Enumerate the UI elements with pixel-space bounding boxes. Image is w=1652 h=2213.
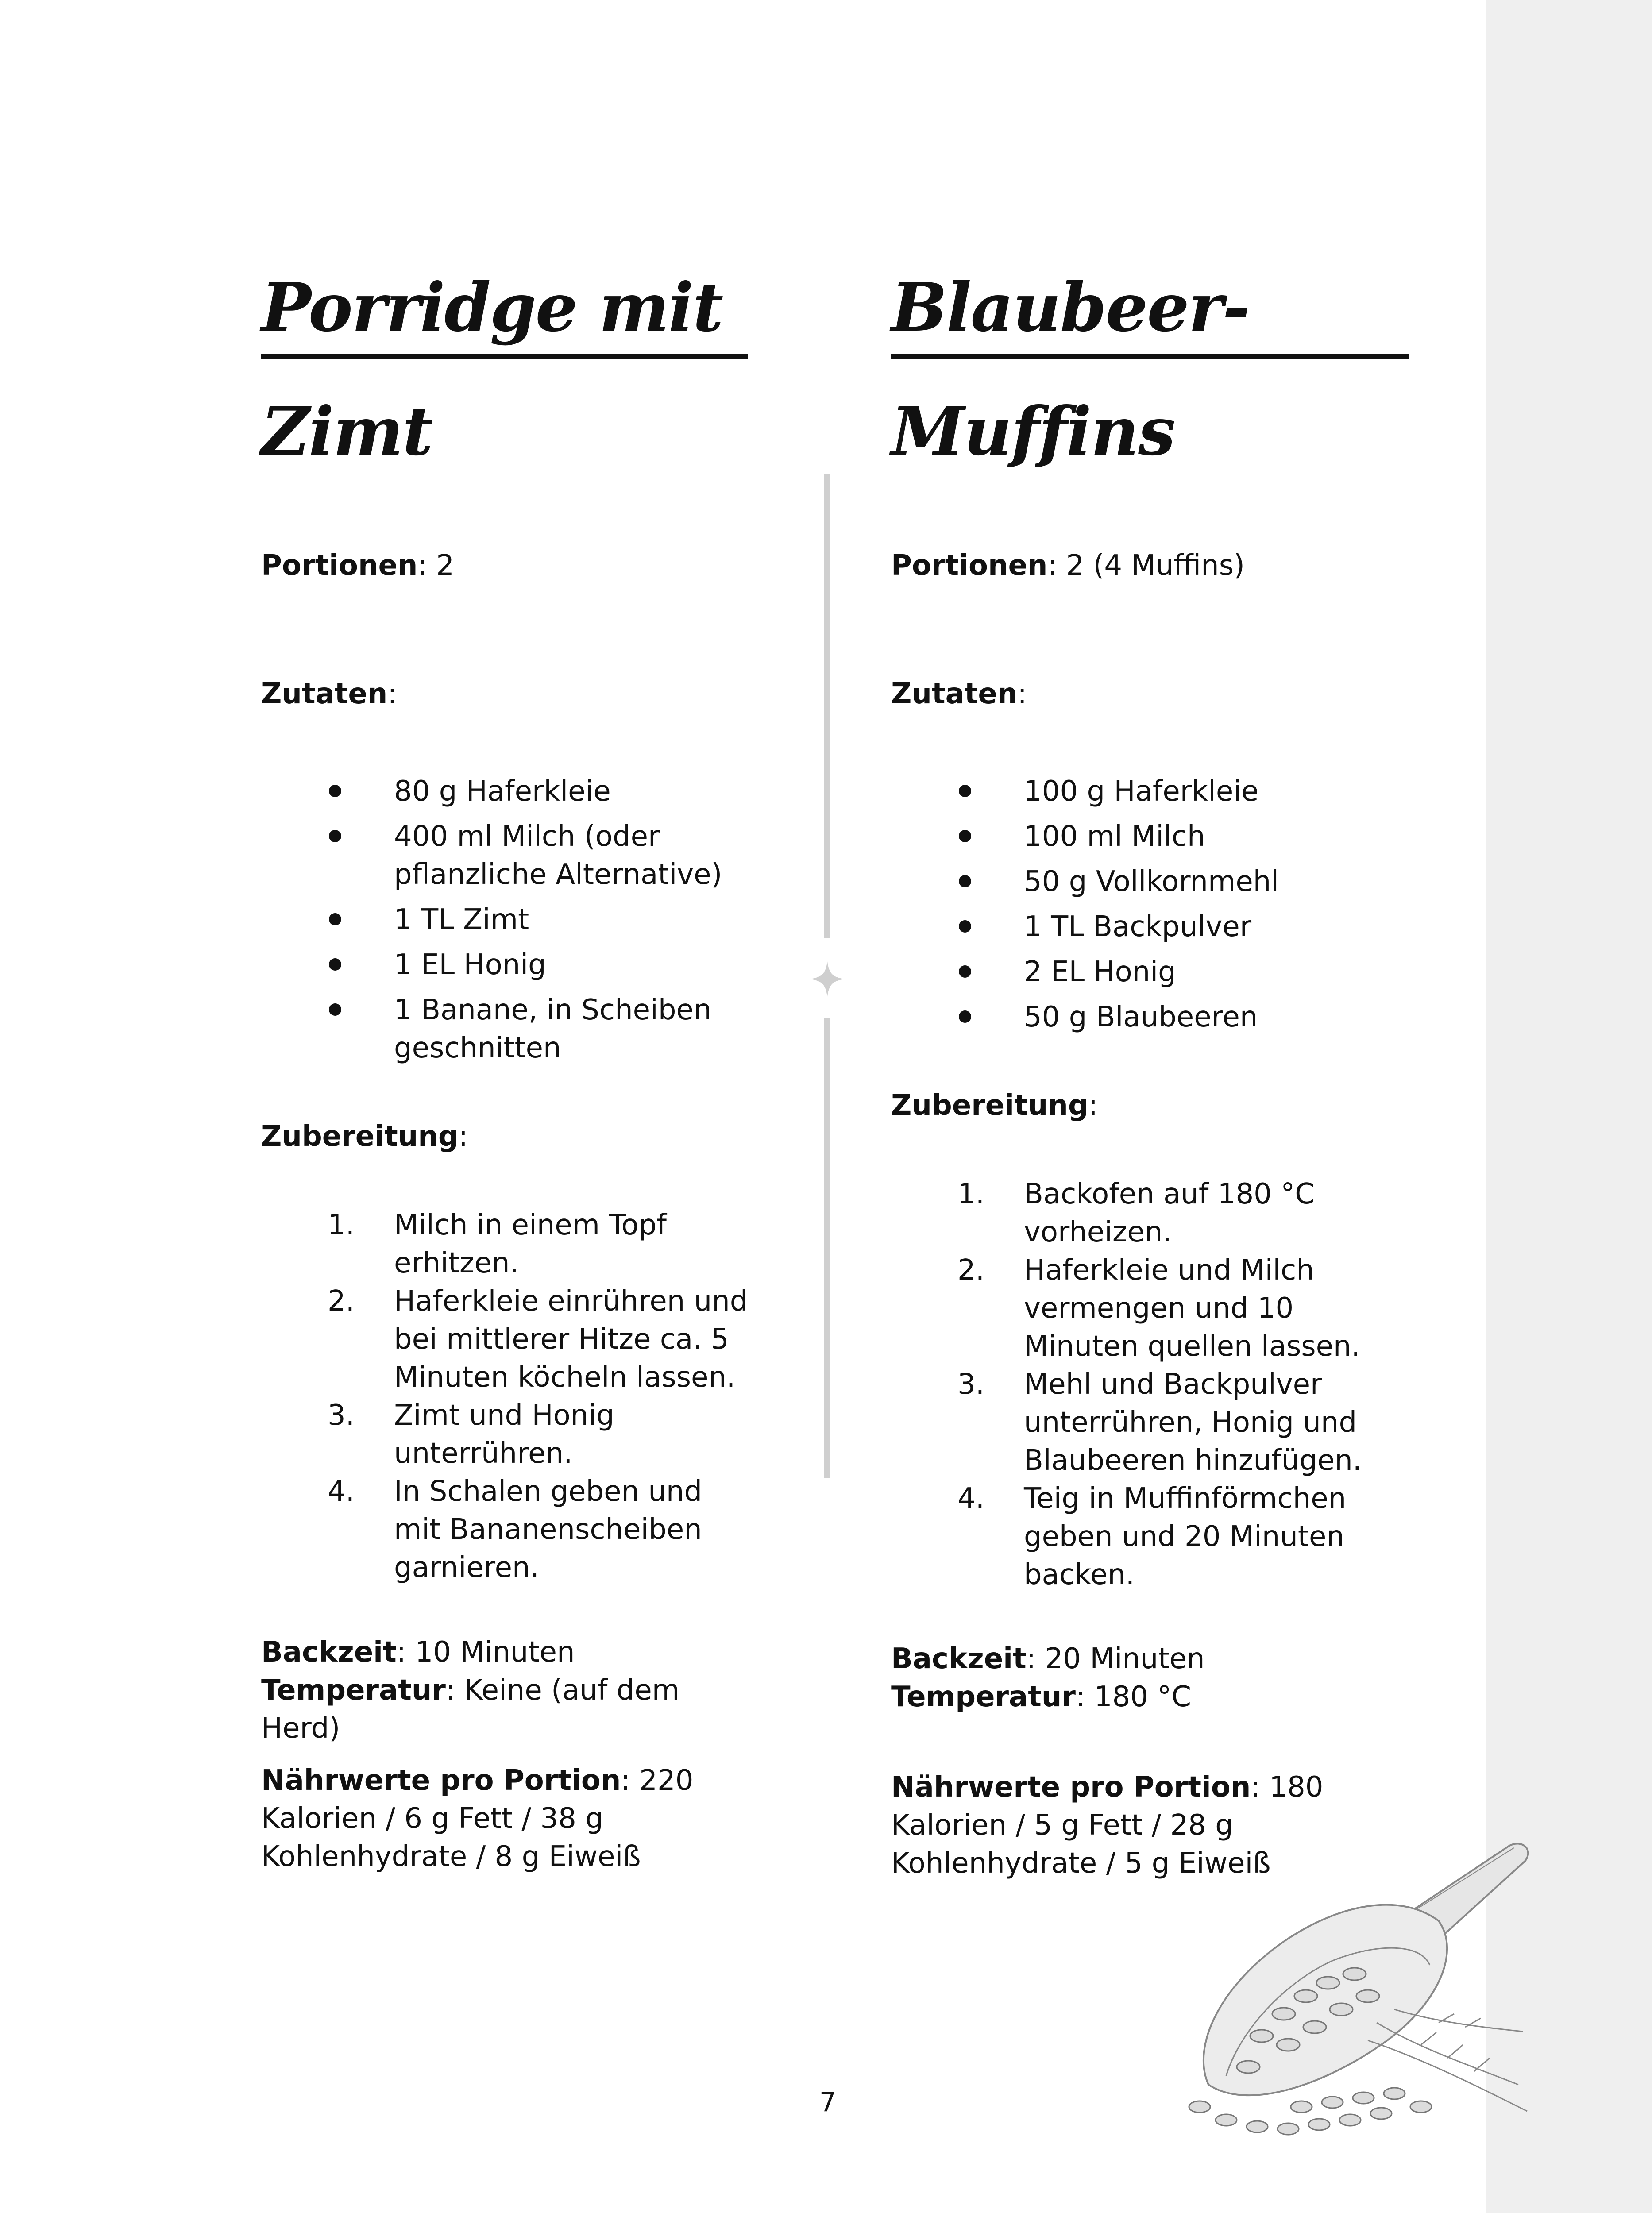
title-underline	[891, 354, 1409, 359]
recipe-title-line1: Porridge mit	[261, 269, 723, 347]
preparation-label: Zubereitung	[261, 1120, 459, 1153]
list-item: 100 ml Milch	[891, 817, 1382, 856]
list-item: 2. Haferkleie und Milch vermengen und 10 Minuten quellen lassen.	[957, 1254, 1360, 1363]
bake-value: : 10 Minuten	[396, 1636, 575, 1669]
bullet-icon	[329, 913, 341, 925]
temperature-label: Temperatur	[891, 1681, 1076, 1713]
list-item: 50 g Vollkornmehl	[891, 863, 1382, 901]
ingredients-label: Zutaten	[891, 678, 1018, 710]
recipe-title-line2: Zimt	[261, 393, 432, 470]
oat-scoop-illustration	[1173, 1837, 1536, 2147]
ingredients-label: Zutaten	[261, 678, 388, 710]
bullet-icon	[959, 1010, 971, 1023]
preparation-label: Zubereitung	[891, 1089, 1088, 1122]
preparation-heading: Zubereitung:	[891, 1089, 1098, 1122]
bake-info	[891, 1640, 1205, 1716]
list-item: 1 Banane, in Scheiben geschnitten	[261, 991, 753, 1067]
list-item: 1 TL Zimt	[261, 901, 753, 939]
nutrition-value: : 180 Kalorien / 5 g Fett / 28 g Kohlenhydrate / 5 g Eiweiß	[891, 1771, 1324, 1880]
portions-value: : 2 (4 Muffins)	[1047, 549, 1245, 582]
list-item: 50 g Blaubeeren	[891, 998, 1382, 1036]
title-underline	[261, 354, 748, 359]
list-item: 1. Milch in einem Topf erhitzen.	[328, 1209, 667, 1280]
bake-value: : 20 Minuten	[1026, 1642, 1205, 1675]
bullet-icon	[959, 875, 971, 887]
bullet-icon	[959, 965, 971, 978]
temperature-value: : 180 °C	[1075, 1681, 1192, 1713]
list-item: 4. Teig in Muffinförmchen geben und 20 Minuten backen.	[957, 1482, 1347, 1591]
bullet-icon	[959, 785, 971, 797]
preparation-heading: Zubereitung:	[261, 1120, 468, 1153]
ingredients-heading: Zutaten:	[891, 678, 1027, 710]
list-item: 80 g Haferkleie	[261, 772, 753, 810]
preparation-steps	[891, 1175, 1382, 1594]
list-item: 100 g Haferkleie	[891, 772, 1382, 810]
sparkle-star-icon	[809, 960, 846, 998]
recipe-title-line1: Blaubeer-	[891, 269, 1250, 347]
bullet-icon	[959, 920, 971, 933]
temperature-value: : Keine (auf dem Herd)	[261, 1674, 680, 1745]
list-item: 1 EL Honig	[261, 946, 753, 984]
preparation-steps	[261, 1206, 753, 1587]
temperature-label: Temperatur	[261, 1674, 446, 1707]
nutrition-value: : 220 Kalorien / 6 g Fett / 38 g Kohlenhydrate / 8 g Eiweiß	[261, 1764, 694, 1873]
portions-line	[891, 547, 1245, 585]
ingredient-list	[261, 772, 753, 1074]
bake-info	[261, 1633, 753, 1747]
portions-line	[261, 547, 454, 585]
list-item: 2 EL Honig	[891, 953, 1382, 991]
portions-label: Portionen	[891, 549, 1048, 582]
bullet-icon	[329, 958, 341, 971]
nutrition-label: Nährwerte pro Portion	[891, 1771, 1251, 1804]
list-item: 2. Haferkleie einrühren und bei mittlerer Hitze ca. 5 Minuten köcheln lassen.	[328, 1285, 748, 1394]
list-item: 4. In Schalen geben und mit Bananenscheiben garnieren.	[328, 1475, 702, 1584]
nutrition-info	[261, 1762, 753, 1876]
list-item: 1 TL Backpulver	[891, 908, 1382, 946]
bullet-icon	[329, 1003, 341, 1016]
bullet-icon	[329, 785, 341, 797]
ingredient-list	[891, 772, 1382, 1043]
recipe-title-line2: Muffins	[891, 393, 1175, 470]
bullet-icon	[959, 830, 971, 842]
column-divider-top	[824, 474, 830, 938]
list-item: 400 ml Milch (oder pflanzliche Alternative)	[261, 817, 753, 894]
portions-label: Portionen	[261, 549, 418, 582]
bullet-icon	[329, 830, 341, 842]
list-item: 3. Mehl und Backpulver unterrühren, Honig und Blaubeeren hinzufügen.	[957, 1368, 1362, 1477]
column-divider-bottom	[824, 1018, 830, 1478]
list-item: 1. Backofen auf 180 °C vorheizen.	[957, 1178, 1315, 1249]
portions-value: : 2	[417, 549, 455, 582]
bake-label: Backzeit	[891, 1642, 1027, 1675]
nutrition-label: Nährwerte pro Portion	[261, 1764, 621, 1797]
page-number: 7	[819, 2087, 837, 2118]
list-item: 3. Zimt und Honig unterrühren.	[328, 1399, 614, 1470]
bake-label: Backzeit	[261, 1636, 397, 1669]
ingredients-heading: Zutaten:	[261, 678, 397, 710]
